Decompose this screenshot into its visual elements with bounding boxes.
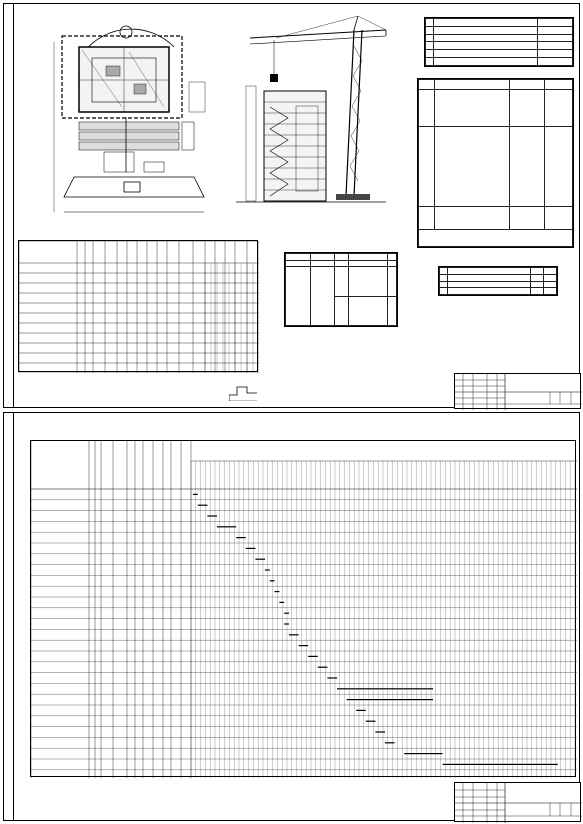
title-block-bottom [454,782,581,822]
schedule-bar [255,559,265,560]
schedule-bar [279,602,284,603]
schedule-bar [337,688,433,689]
construction-schedule [30,440,576,777]
schedule-bar [308,656,318,657]
schedule-bar [318,667,328,668]
schedule-bar [366,721,376,722]
requirements-table [417,78,574,248]
materials-table [438,266,558,296]
drawing-sheet-bottom [3,412,580,821]
drawing-sheet-top [3,3,580,408]
notes-table [424,17,574,67]
machine-table [284,252,398,327]
schedule-bar [198,505,208,506]
schedule-bar [284,623,289,624]
resource-table [18,240,258,372]
schedule-bar [246,548,256,549]
schedule-bar [385,742,395,743]
schedule-bar [236,537,246,538]
schedule-bar [289,634,299,635]
schedule-bar [299,645,309,646]
gantt-grid [31,441,577,778]
workforce-histogram [229,381,257,401]
tower-crane-elevation [236,16,411,211]
schedule-bar [284,613,289,614]
schedule-bar [375,731,385,732]
title-block-top [454,373,581,409]
resource-grid [19,241,259,373]
schedule-bar [327,677,337,678]
schedule-bar [193,494,198,495]
site-plan-drawing [44,22,234,222]
schedule-bar [443,764,558,765]
schedule-bar [275,591,280,592]
schedule-bar [265,569,270,570]
schedule-bar [347,699,433,700]
schedule-bar [207,515,217,516]
schedule-bar [270,580,275,581]
schedule-bar [356,710,366,711]
schedule-bar [217,526,236,527]
schedule-bar [404,753,442,754]
